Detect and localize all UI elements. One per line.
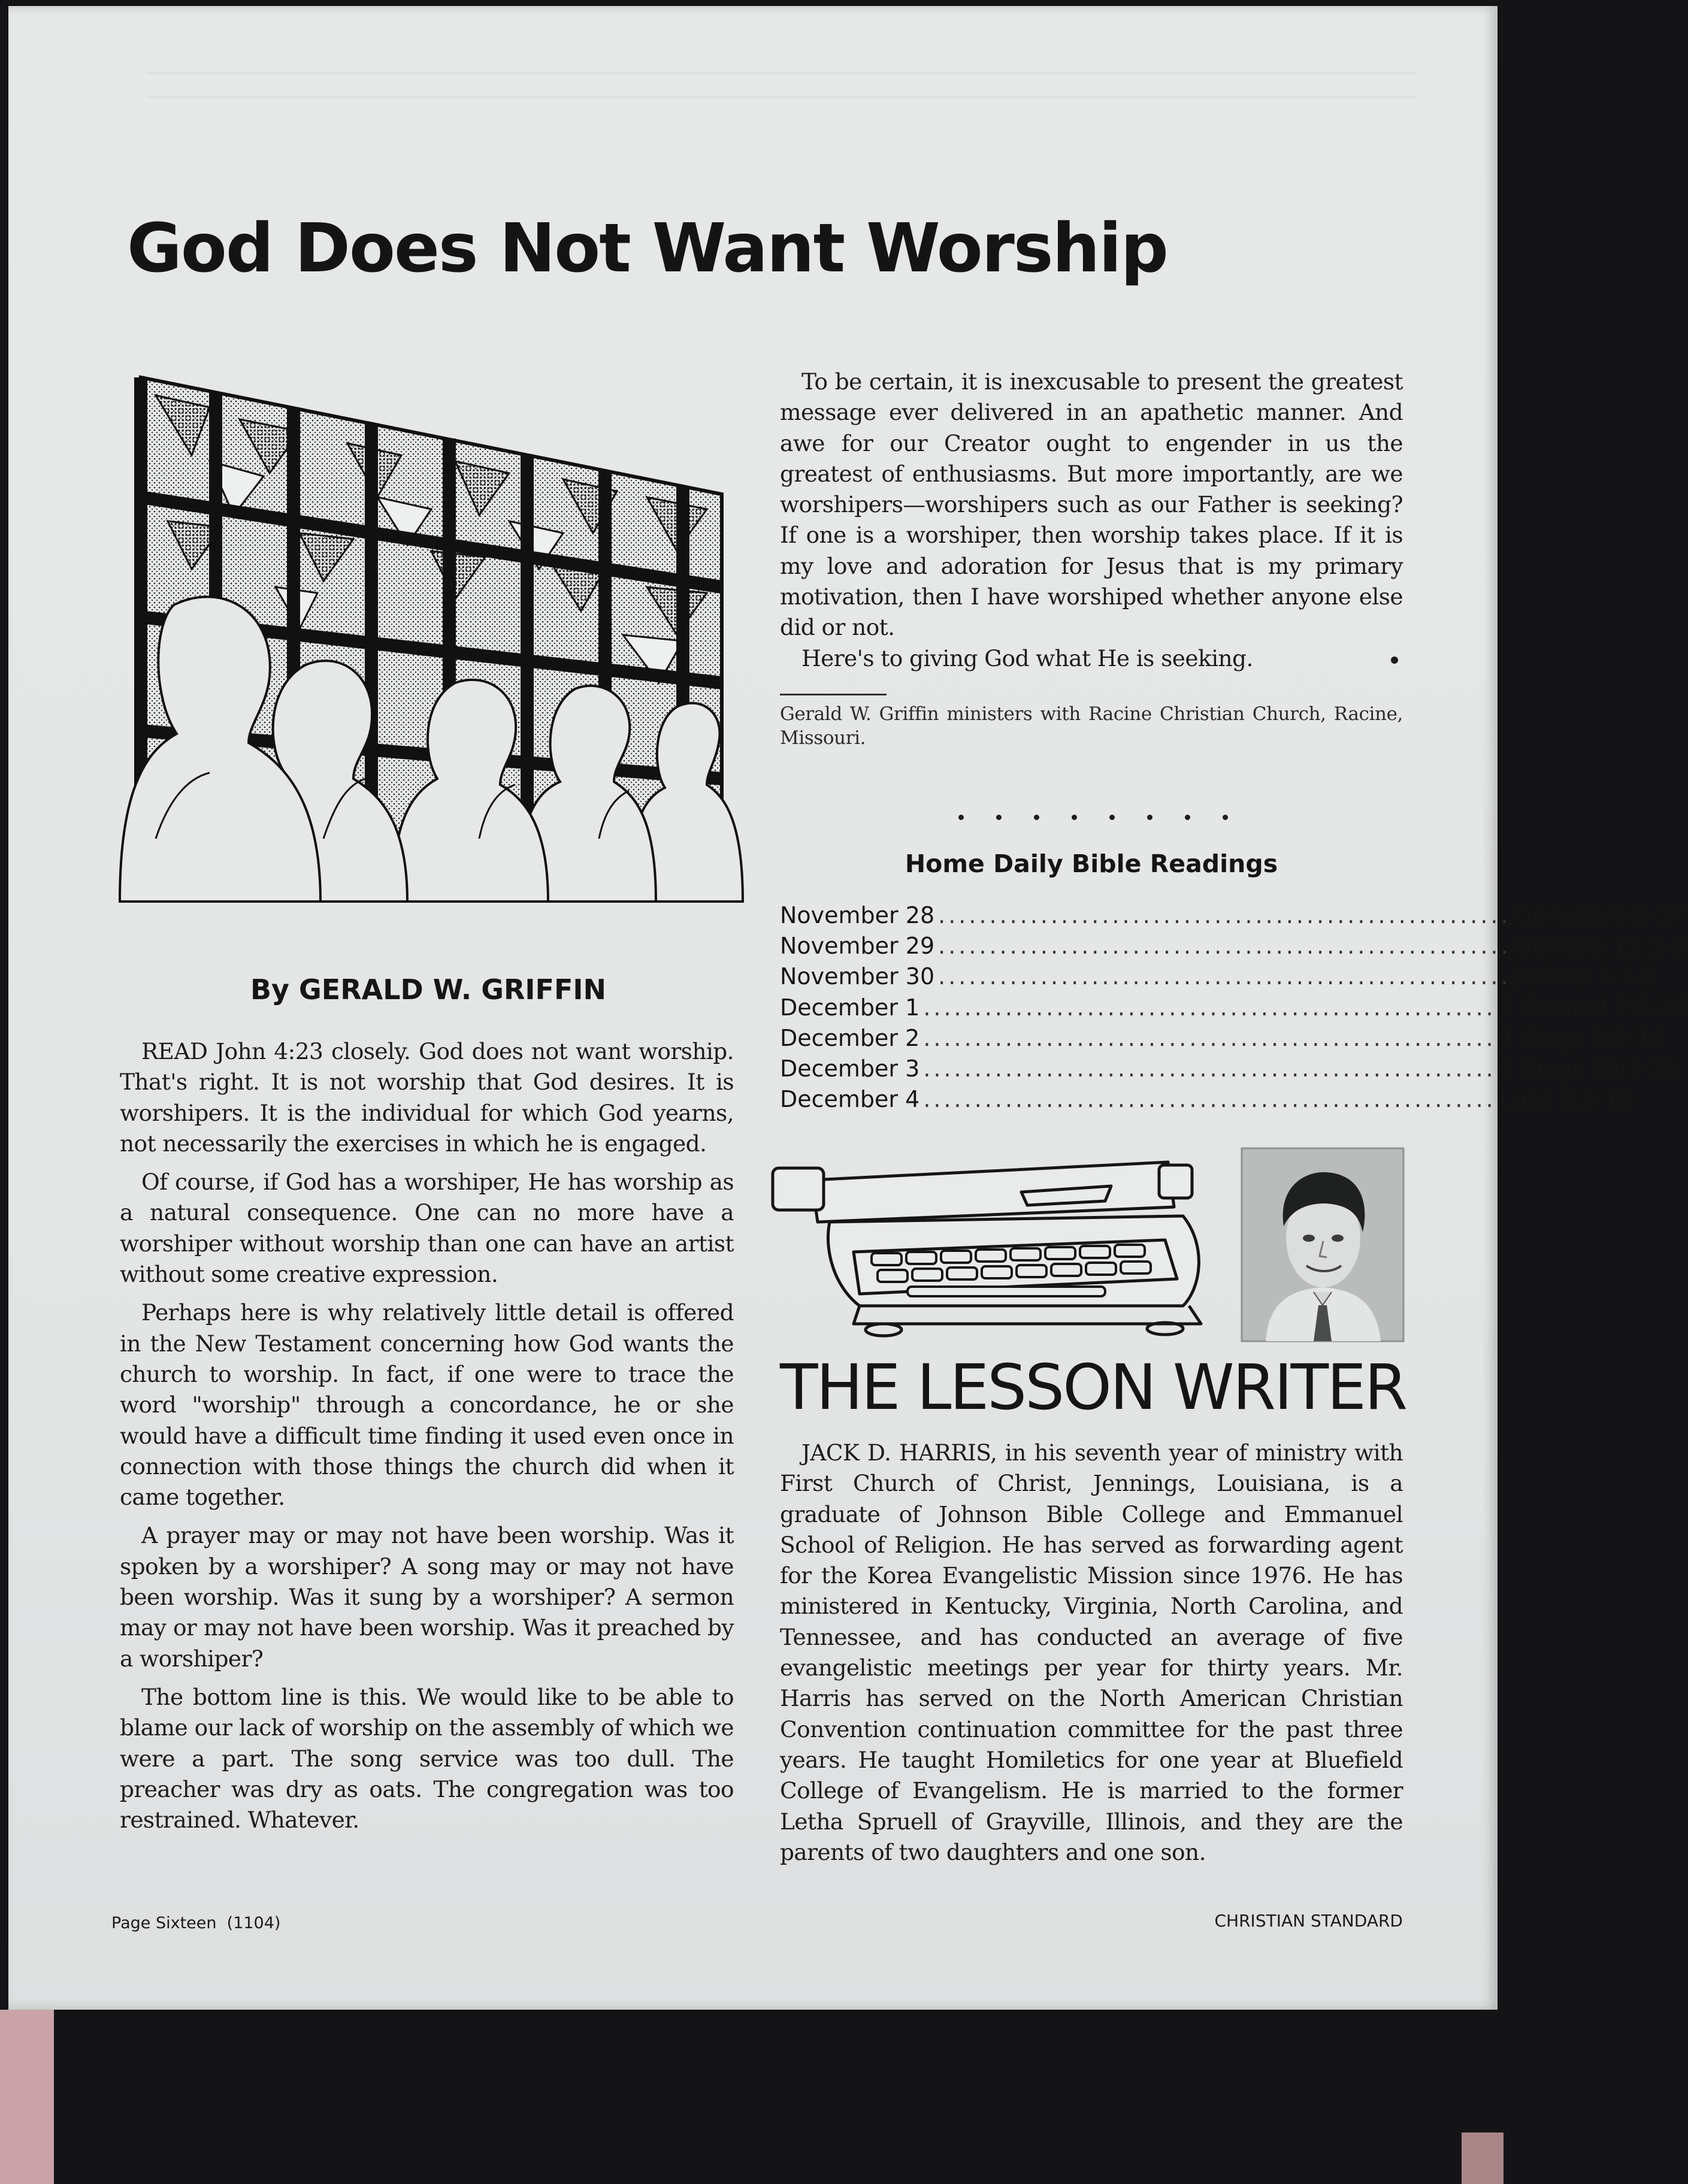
reading-row (780, 1054, 1679, 1084)
reading-row (780, 1084, 1634, 1115)
dot-leader: ........................................................ (938, 963, 1511, 990)
article-paragraph: READ John 4:23 closely. God does not want worship. That's right. It is not worship that God desires. It is worshipers. It is the individual for which God yearns, not necessarily the exercises in which he is engaged. (120, 1038, 734, 1157)
article-closing (780, 643, 1403, 674)
article-closing-text: Here's to giving God what He is seeking. (801, 645, 1253, 671)
publication-name: CHRISTIAN STANDARD (1214, 1911, 1403, 1931)
lesson-writer-bio (780, 1438, 1403, 1868)
lesson-writer-heading: THE LESSON WRITER (780, 1351, 1406, 1424)
dot-leader: ........................................................ (938, 902, 1511, 928)
reading-row (780, 1023, 1665, 1054)
article-paragraph: Perhaps here is why relatively little detail is offered in the New Testament concerning how God wants the church to worship. In fact, if one were to trace the word "worship" through a concordance, he or she would have a difficult time finding it used even once in connection with those things the church did when it came together. (120, 1299, 734, 1511)
page-label: Page Sixteen (111, 1914, 217, 1932)
author-portrait-photo (1242, 1148, 1403, 1341)
article-title: God Does Not Want Worship (127, 210, 1167, 288)
bleed-through-rule (146, 96, 1416, 98)
article-paragraph: Of course, if God has a worshiper, He has worship as a natural consequence. One can no more have a worshiper without worship than one can have an artist without some creative expression. (120, 1169, 734, 1288)
dot-leader: ........................................................ (923, 1086, 1496, 1113)
author-note-rule (780, 694, 887, 695)
section-divider-stars (958, 815, 1228, 820)
reading-date: November 28 (780, 902, 935, 928)
dot-leader: ........................................................ (938, 933, 1511, 960)
dot-leader: ........................................................ (923, 1055, 1496, 1082)
reading-date: November 29 (780, 933, 935, 960)
reading-date: December 3 (780, 1055, 920, 1082)
article-paragraph: A prayer may or may not have been worship. Was it spoken by a worshiper? A song may or may not have been worship. Was it sung by a worshiper? A sermon may or may not have been worship. Was it preached by a worshiper? (120, 1522, 734, 1672)
article-body-right (780, 367, 1403, 674)
reading-passage: Joshua 1:1-9 (1514, 963, 1657, 990)
end-mark-icon (1391, 657, 1398, 664)
typewriter-illustration (770, 1150, 1231, 1348)
background-surface (1462, 2132, 1504, 2184)
article-paragraph: The bottom line is this. We would like to be able to blame our lack of worship on the assembly of which we were a part. The song service was too dull. The preacher was dry as oats. The congregation was too restrained. Whatever. (120, 1683, 734, 1834)
reading-passage: 2 Kings 20:1-11 (1499, 1055, 1679, 1082)
lesson-writer-bio-text: JACK D. HARRIS, in his seventh year of ministry with First Church of Christ, Jennings, Louisiana, is a graduate of Johnson Bible College and Emmanuel School of Religion. He has served as forwarding agent for the Korea Evangelistic Mission since 1976. He has ministered in Kentucky, Virginia, North Carolina, and Tennessee, and has conducted an average of five evangelistic meetings per year for thirty years. Mr. Harris has served on the North American Christian Convention continuation committee for the past three years. He taught Homiletics for one year at Bluefield College of Evangelism. He is married to the former Letha Spruell of Grayville, Illinois, and they are the parents of two daughters and one son. (780, 1439, 1403, 1865)
dot-leader: ........................................................ (923, 994, 1496, 1021)
article-byline: By GERALD W. GRIFFIN (250, 973, 606, 1006)
bleed-through-rule (146, 72, 1416, 74)
reading-row (780, 961, 1657, 992)
page-number: (1104) (226, 1914, 281, 1932)
background-surface (0, 2010, 54, 2184)
page-footer-left (111, 1914, 280, 1932)
dot-leader: ........................................................ (923, 1024, 1496, 1051)
reading-date: November 30 (780, 963, 935, 990)
reading-passage: 1 Kings 3:5-14 (1499, 1024, 1665, 1051)
reading-passage: 2 Samuel 7:8-16 (1499, 994, 1688, 1021)
reading-row (780, 900, 1686, 931)
article-body-left (120, 1036, 734, 1843)
reading-date: December 1 (780, 994, 920, 1021)
reading-passage: Genesis 9:8-17 (1514, 902, 1686, 928)
worshipers-stained-glass-illustration (120, 371, 743, 902)
reading-row (780, 993, 1688, 1023)
readings-title: Home Daily Bible Readings (904, 849, 1278, 878)
readings-list (780, 900, 1688, 1115)
reading-passage: Luke 1:5-19 (1499, 1086, 1634, 1113)
article-continuation: To be certain, it is inexcusable to present the greatest message ever delivered in an apathetic manner. And awe for our Creator ought to engender in us the greatest of enthusiasms. But more importantly, are we worshipers—worshipers such as our Father is seeking? If one is a worshiper, then worship takes place. If it is my love and adoration for Jesus that is my primary motivation, then I have worshiped whether anyone else did or not. (780, 368, 1403, 641)
reading-date: December 2 (780, 1024, 920, 1051)
reading-passage: Genesis 15:1-6 (1514, 933, 1686, 960)
author-note: Gerald W. Griffin ministers with Racine Christian Church, Racine, Missouri. (780, 703, 1403, 749)
reading-date: December 4 (780, 1086, 920, 1113)
reading-row (780, 931, 1686, 961)
